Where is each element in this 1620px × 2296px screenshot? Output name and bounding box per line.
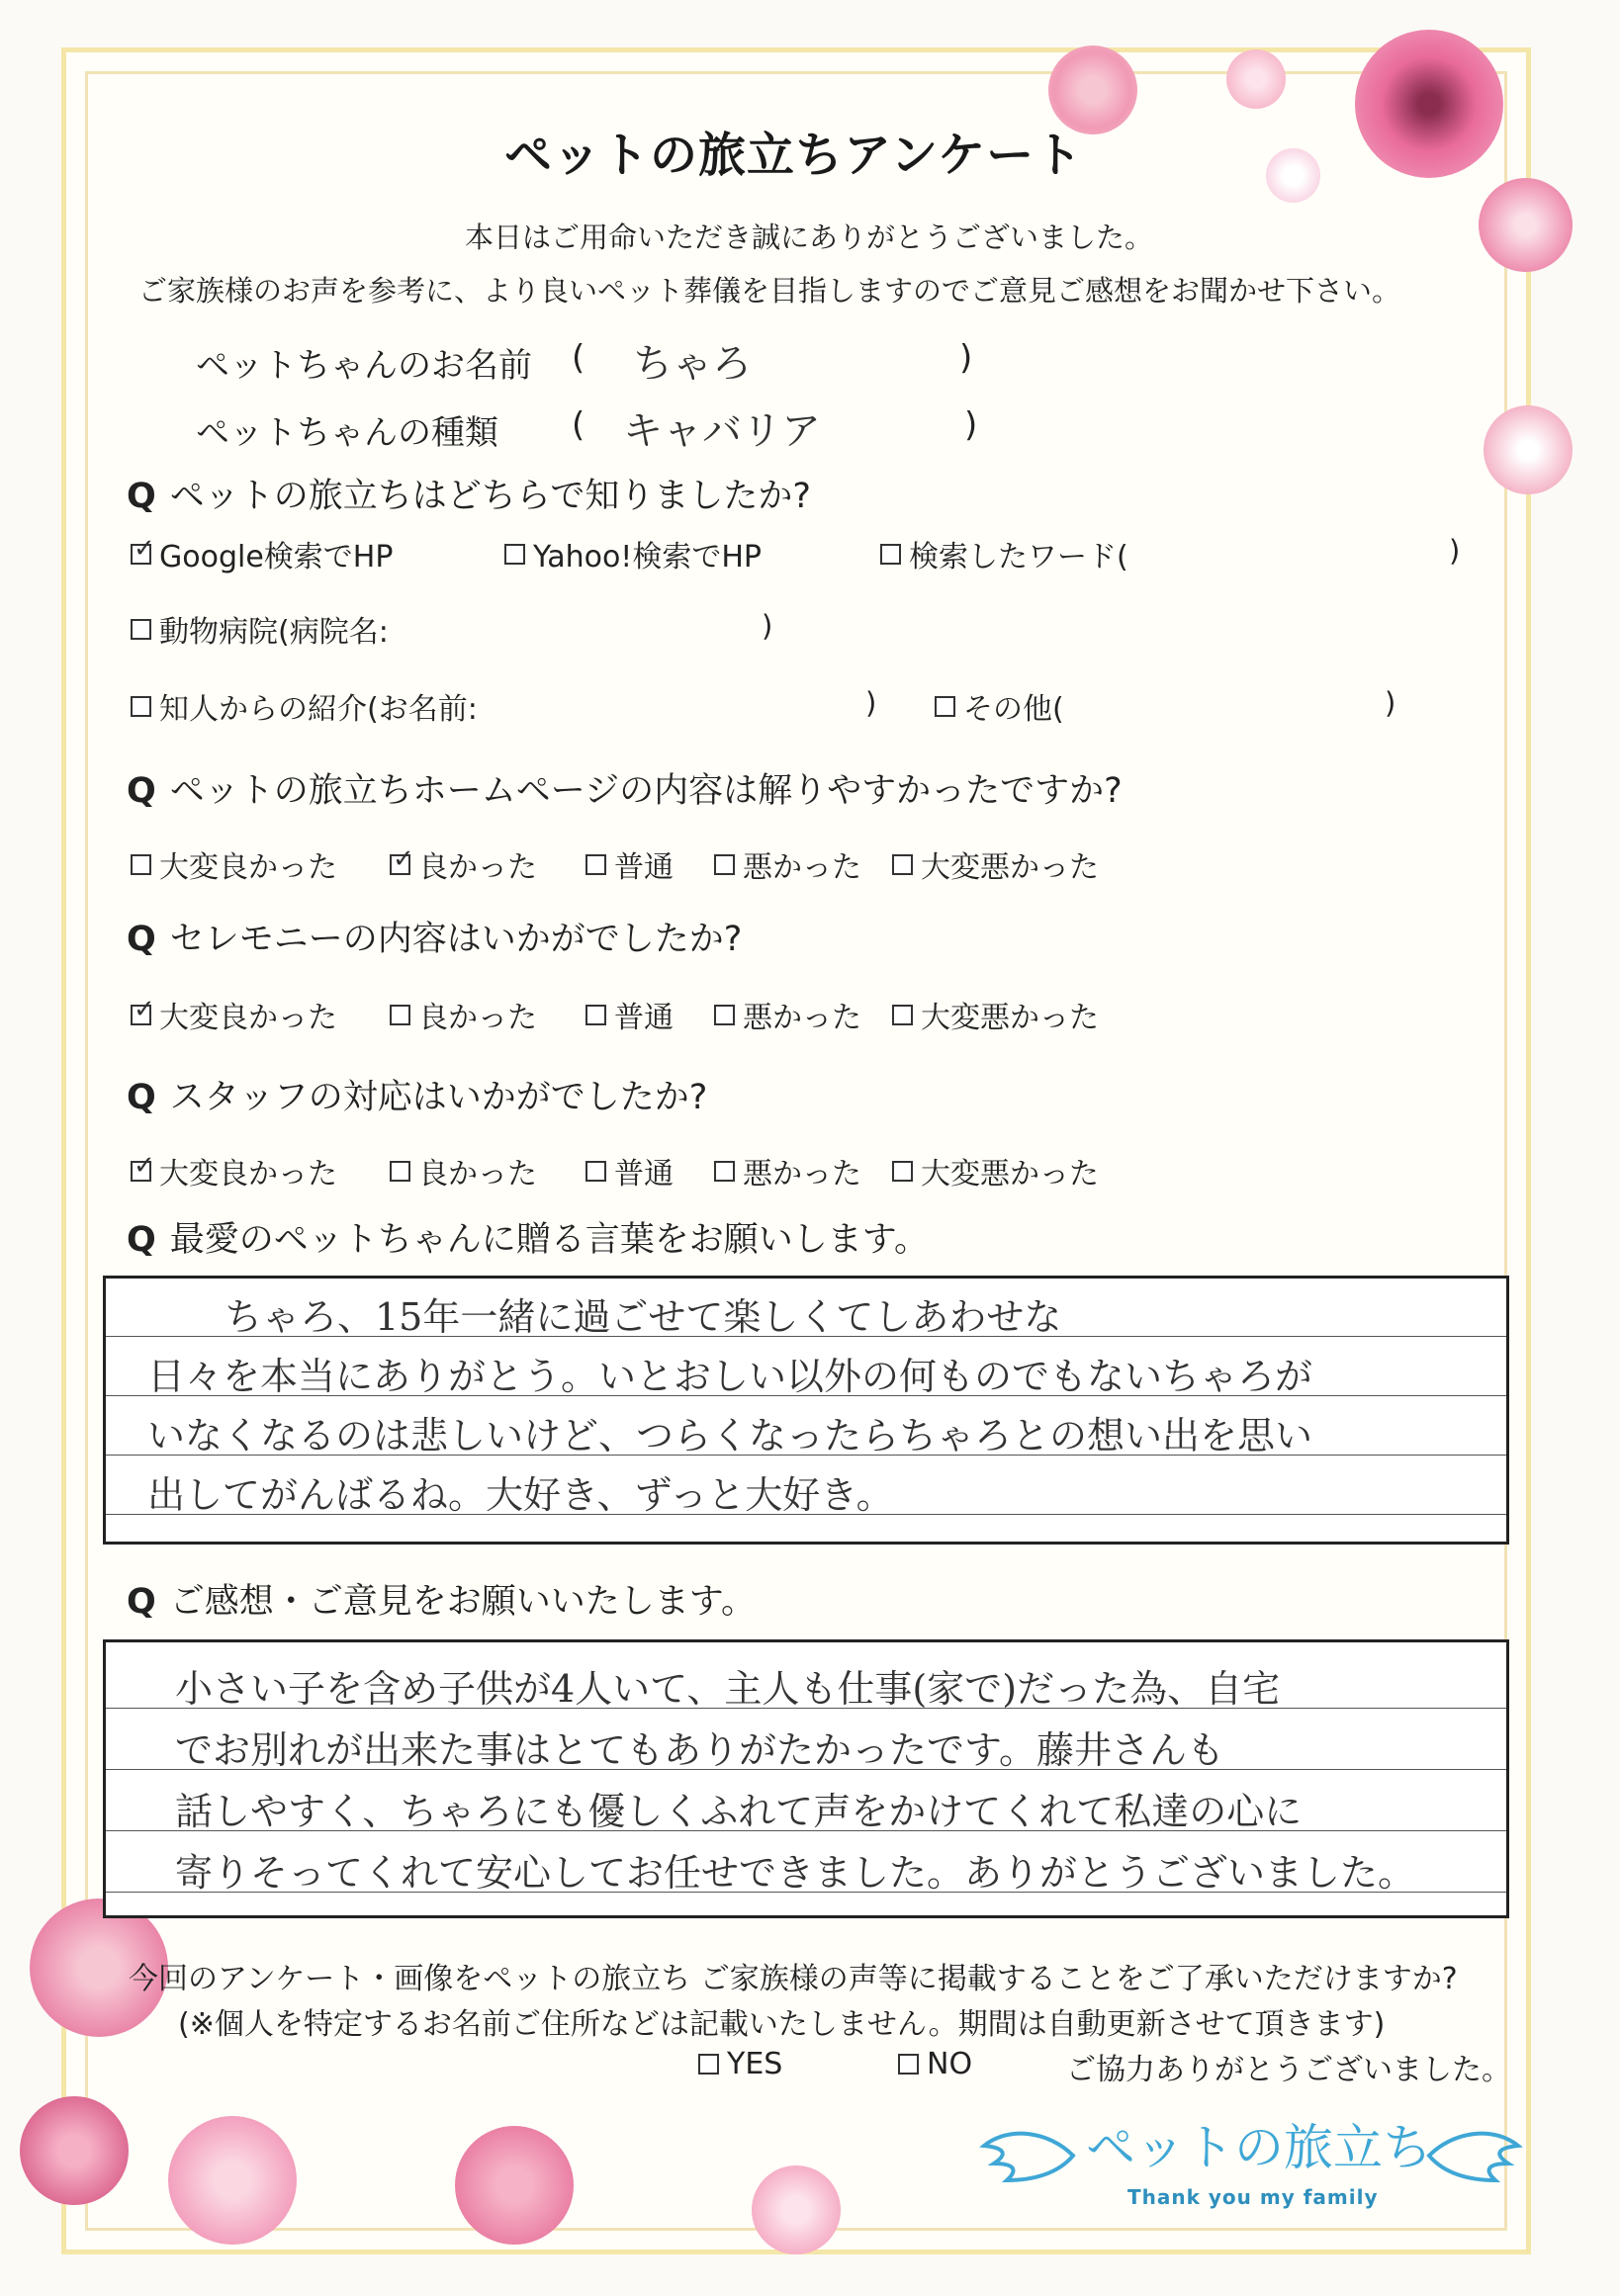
q6-answer-box xyxy=(103,1639,1509,1918)
checkbox[interactable] xyxy=(131,619,151,640)
page-title: ペットの旅立ちアンケート xyxy=(504,128,1084,183)
checkbox[interactable] xyxy=(892,1005,913,1025)
q6-answer-line: 小さい子を含め子供が4人いて、主人も仕事(家で)だった為、自宅 xyxy=(175,1667,1281,1711)
logo xyxy=(979,2106,1533,2225)
q4-option[interactable]: 普通 xyxy=(585,1149,674,1192)
thanks-text: ご協力ありがとうございました。 xyxy=(1066,2053,1511,2087)
q6-answer-line: でお別れが出来た事はとてもありがたかったです。藤井さんも xyxy=(175,1728,1224,1772)
checkbox[interactable] xyxy=(585,1005,606,1025)
q5-answer-line: 出してがんばるね。大好き、ずっと大好き。 xyxy=(147,1473,894,1517)
flower-decoration xyxy=(1355,30,1503,178)
checkbox[interactable] xyxy=(390,1005,410,1025)
consent-question: 今回のアンケート・画像をペットの旅立ち ご家族様の声等に掲載することをご了承いただけますか? xyxy=(129,1962,1458,1996)
q2-option[interactable]: ✓ 良かった xyxy=(390,842,537,886)
q6-answer-line: 寄りそってくれて安心してお任せできました。ありがとうございました。 xyxy=(175,1851,1416,1895)
q3-text: セレモニーの内容はいかがでしたか? xyxy=(169,920,743,959)
pet-type-label: ペットちゃんの種類 xyxy=(196,413,498,453)
q2-text: ペットの旅立ちホームページの内容は解りやすかったですか? xyxy=(169,771,1123,811)
q1-heading xyxy=(127,469,811,518)
q3-option[interactable]: ✓ 大変良かった xyxy=(131,993,337,1036)
q1-option-keyword[interactable]: 検索したワード( xyxy=(880,532,1128,575)
flower-decoration xyxy=(1484,405,1573,494)
consent-yes[interactable]: YES xyxy=(698,2047,782,2081)
q5-answer-line: いなくなるのは悲しいけど、つらくなったらちゃろとの想い出を思い xyxy=(147,1414,1313,1457)
flower-decoration xyxy=(20,2096,129,2205)
q6-mark: Q xyxy=(127,1582,156,1622)
pet-name-close: ) xyxy=(959,338,973,378)
q1-option-hospital[interactable]: 動物病院(病院名: xyxy=(131,607,389,651)
wing-right-icon xyxy=(1424,2126,1523,2195)
q5-answer-box xyxy=(103,1276,1509,1545)
checkbox[interactable] xyxy=(714,1005,735,1025)
q1-mark: Q xyxy=(127,477,156,516)
checkbox-checked[interactable] xyxy=(131,544,151,565)
flower-decoration xyxy=(1479,178,1573,272)
flower-decoration xyxy=(1226,49,1286,109)
consent-note: (※個人を特定するお名前ご住所などは記載いたしません。期間は自動更新させて頂きます) xyxy=(178,2007,1386,2042)
checkbox[interactable] xyxy=(504,544,525,565)
q4-mark: Q xyxy=(127,1078,156,1117)
checkbox[interactable] xyxy=(131,854,151,875)
q3-option[interactable]: 良かった xyxy=(390,993,537,1036)
q5-text: 最愛のペットちゃんに贈る言葉をお願いします。 xyxy=(169,1220,929,1260)
flower-decoration xyxy=(168,2116,297,2245)
q1-other-close: ) xyxy=(1385,686,1396,720)
q1-option-google[interactable]: ✓ Google検索でHP xyxy=(131,532,393,575)
pet-name-label: ペットちゃんのお名前 xyxy=(196,346,532,386)
intro-line-1: 本日はご用命いただき誠にありがとうございました。 xyxy=(465,221,1154,254)
checkbox[interactable] xyxy=(585,1161,606,1182)
checkbox-checked[interactable] xyxy=(131,1005,151,1025)
checkbox[interactable] xyxy=(892,1161,913,1182)
q3-heading xyxy=(127,912,742,961)
q4-option[interactable]: 大変悪かった xyxy=(892,1149,1099,1192)
checkbox[interactable] xyxy=(898,2054,919,2075)
q1-option-other[interactable]: その他( xyxy=(935,684,1064,728)
intro-line-2: ご家族様のお声を参考に、より良いペット葬儀を目指しますのでご意見ご感想をお聞かせ下さい。 xyxy=(138,274,1401,308)
q5-mark: Q xyxy=(127,1220,156,1260)
q4-option[interactable]: ✓ 大変良かった xyxy=(131,1149,337,1192)
checkbox-checked[interactable] xyxy=(390,854,410,875)
q1-keyword-close: ) xyxy=(1449,534,1461,568)
checkbox[interactable] xyxy=(585,854,606,875)
q1-hospital-close: ) xyxy=(762,609,773,643)
q2-option[interactable]: 大変悪かった xyxy=(892,842,1099,886)
q4-option[interactable]: 悪かった xyxy=(714,1149,861,1192)
q6-heading xyxy=(127,1574,756,1624)
q3-option[interactable]: 悪かった xyxy=(714,993,861,1036)
checkbox-checked[interactable] xyxy=(131,1161,151,1182)
consent-no[interactable]: NO xyxy=(898,2047,972,2081)
q6-answer-line: 話しやすく、ちゃろにも優しくふれて声をかけてくれて私達の心に xyxy=(175,1790,1303,1833)
q2-heading xyxy=(127,763,1123,813)
q2-mark: Q xyxy=(127,771,156,811)
pet-type-close: ) xyxy=(964,405,978,445)
checkbox[interactable] xyxy=(880,544,901,565)
pet-name-value: ちゃろ xyxy=(633,341,752,387)
q5-heading xyxy=(127,1212,929,1262)
q3-option[interactable]: 普通 xyxy=(585,993,674,1036)
q2-option[interactable]: 大変良かった xyxy=(131,842,337,886)
checkbox[interactable] xyxy=(714,854,735,875)
checkbox[interactable] xyxy=(131,696,151,717)
q3-option[interactable]: 大変悪かった xyxy=(892,993,1099,1036)
flower-decoration xyxy=(455,2126,574,2245)
q3-mark: Q xyxy=(127,920,156,959)
logo-subtitle: Thank you my family xyxy=(1127,2185,1379,2209)
q2-option[interactable]: 悪かった xyxy=(714,842,861,886)
q4-heading xyxy=(127,1070,707,1119)
pet-name-open: ( xyxy=(572,338,585,378)
pet-type-open: ( xyxy=(572,405,585,445)
wing-left-icon xyxy=(979,2126,1078,2195)
checkbox[interactable] xyxy=(390,1161,410,1182)
checkbox[interactable] xyxy=(935,696,955,717)
q1-referral-close: ) xyxy=(865,686,877,720)
q1-text: ペットの旅立ちはどちらで知りましたか? xyxy=(169,477,811,516)
flower-decoration xyxy=(752,2165,841,2254)
q1-option-referral[interactable]: 知人からの紹介(お名前: xyxy=(131,684,478,728)
q6-text: ご感想・ご意見をお願いいたします。 xyxy=(169,1582,756,1622)
q1-option-yahoo[interactable]: Yahoo!検索でHP xyxy=(504,532,762,575)
q2-option[interactable]: 普通 xyxy=(585,842,674,886)
checkbox[interactable] xyxy=(892,854,913,875)
flower-decoration xyxy=(1266,148,1320,203)
q4-option[interactable]: 良かった xyxy=(390,1149,537,1192)
q4-text: スタッフの対応はいかがでしたか? xyxy=(169,1078,708,1117)
checkbox[interactable] xyxy=(714,1161,735,1182)
q5-answer-line: 日々を本当にありがとう。いとおしい以外の何ものでもないちゃろが xyxy=(147,1355,1313,1398)
pet-type-value: キャバリア xyxy=(623,408,821,454)
logo-text: ペットの旅立ち xyxy=(1086,2119,1432,2176)
checkbox[interactable] xyxy=(698,2054,719,2075)
q5-answer-line: ちゃろ、15年一緒に過ごせて楽しくてしあわせな xyxy=(225,1295,1062,1339)
